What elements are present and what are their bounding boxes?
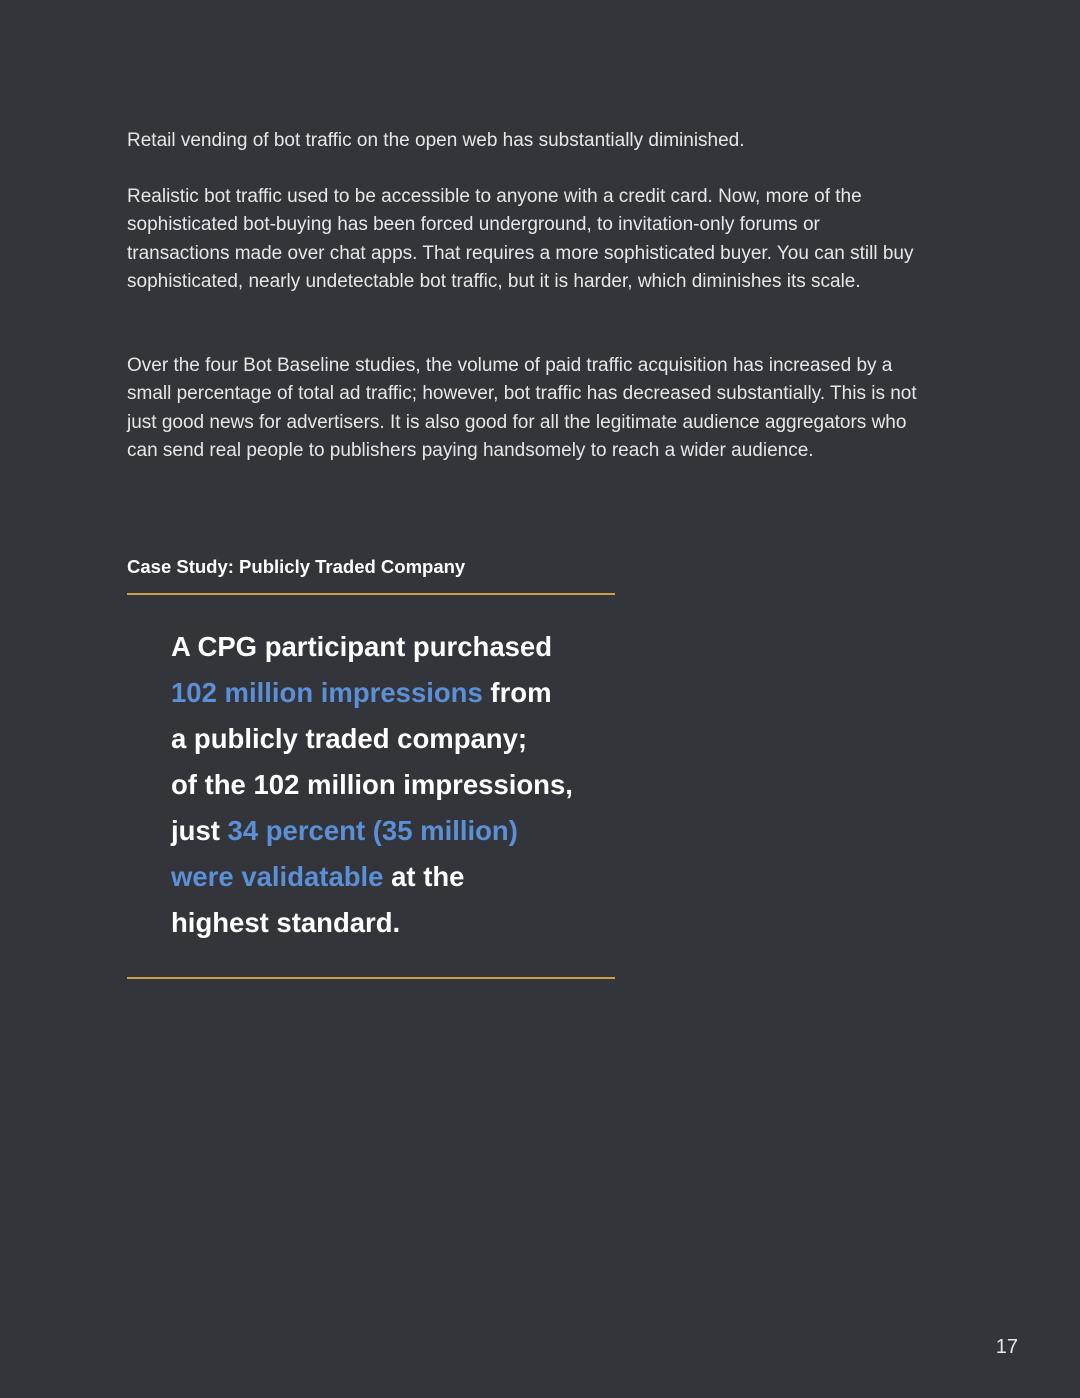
quote-line-1: A CPG participant purchased [171,631,552,662]
quote-line-5 [171,808,611,854]
case-study-title: Case Study: Publicly Traded Company [127,556,466,577]
quote-highlight-impressions: 102 million impressions [171,677,483,708]
quote-line-3: a publicly traded company; [171,723,528,754]
quote-line-6 [171,854,611,900]
quote-line-6-rest: at the [383,861,465,892]
case-study-quote [171,624,611,946]
body-paragraph-3: Over the four Bot Baseline studies, the volume of paid traffic acquisition has increased by a small percentage of total ad traffic; however, bot traffic has decreased substantially. This is not just good news for advertisers. It is also good for all the legitimate audience aggregators who can send real people to publishers paying handsomely to reach a wider audience. [127,355,917,461]
top-divider [127,593,615,595]
bottom-divider [127,977,615,979]
quote-highlight-validatable: were validatable [171,861,384,892]
quote-line-2 [171,670,611,716]
quote-line-2-rest: from [482,677,552,708]
quote-line-7: highest standard. [171,907,401,938]
body-paragraph-1: Retail vending of bot traffic on the open web has substantially diminished. [127,130,745,151]
quote-line-5-lead: just [171,815,228,846]
page-number: 17 [995,1336,1018,1358]
body-paragraph-2: Realistic bot traffic used to be accessible to anyone with a credit card. Now, more of the sophisticated bot-buying has been forced underground, to invitation-only forums or transactions made over chat apps. That requires a more sophisticated buyer. You can still buy sophisticated, nearly undetectable bot traffic, but it is harder, which diminishes its scale. [127,186,914,292]
quote-highlight-percent: 34 percent (35 million) [227,815,518,846]
quote-line-4: of the 102 million impressions, [171,769,573,800]
